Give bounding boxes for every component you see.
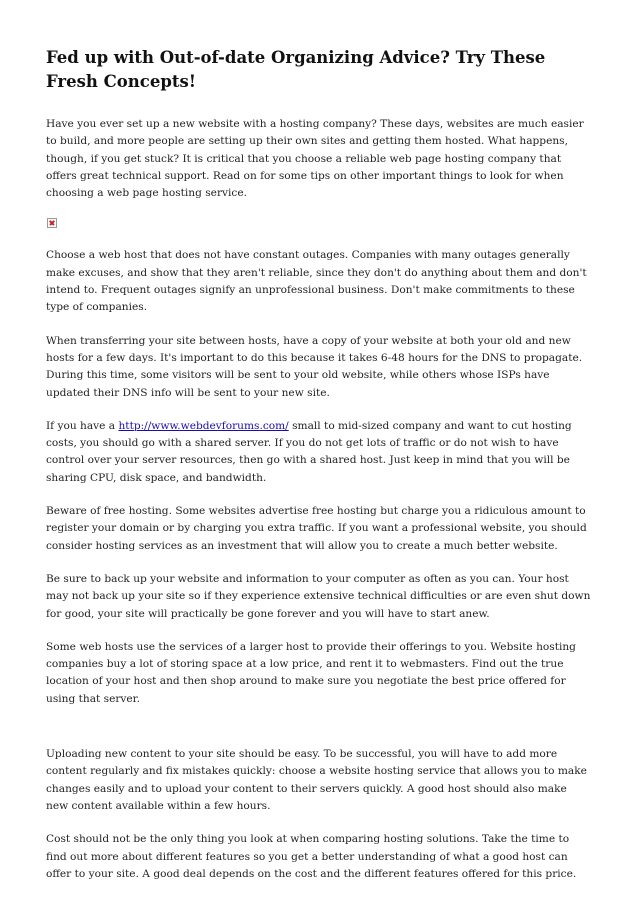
blank-spacer — [46, 724, 592, 746]
paragraph-reseller: Some web hosts use the services of a larger host to provide their offerings to you. Website hosting companies buy a lot of storing space at a low price, and rent it to webmasters. Find out the true location of your host and then shop around to make sure you negotiate the best price offered for using that server. — [46, 640, 576, 705]
page-title: Fed up with Out-of-date Organizing Advice? Try These Fresh Concepts! — [46, 48, 546, 91]
paragraph-text-before-link: If you have a — [46, 419, 119, 432]
paragraph-backup: Be sure to back up your website and information to your computer as often as you can. Your host may not back up your site so if they experience extensive technical difficulties or are even shut down for good, your site will practically be gone forever and you will have to start anew. — [46, 572, 591, 620]
webdevforums-link[interactable]: http://www.webdevforums.com/ — [118, 419, 289, 432]
paragraph-text-after-link: small to mid-sized company and want to cut hosting costs, you should go with a shared server. If you do not get lots of traffic or do not wish to have control over your server resources, then go with a shared host. Just keep in mind that you will be sharing CPU, disk space, and bandwidth. — [46, 419, 572, 484]
paragraph-free-hosting: Beware of free hosting. Some websites advertise free hosting but charge you a ridiculous amount to register your domain or by charging you extra traffic. If you want a professional website, you should consider hosting services as an investment that will allow you to create a much better website. — [46, 505, 587, 552]
paragraph-transfer: When transferring your site between hosts, have a copy of your website at both your old and new hosts for a few days. It's important to do this because it takes 6-48 hours for the DNS to propagate. During this time, some visitors will be sent to your old website, while others whose ISPs have updated their DNS info will be sent to your new site. — [46, 334, 583, 399]
paragraph-intro: Have you ever set up a new website with a hosting company? These days, websites are much easier to build, and more people are setting up their own sites and getting them hosted. What happens, though, if you get stuck? It is critical that you choose a reliable web page hosting company that offers great technical support. Read on for some tips on other important things to look for when choosing a web page hosting service. — [46, 118, 584, 200]
paragraph-shared-server — [46, 418, 592, 487]
paragraph-cost: Cost should not be the only thing you look at when comparing hosting solutions. Take the time to find out more about different features so you get a better understanding of what a good host can offer to your site. A good deal depends on the cost and the different features offered for this price. — [46, 833, 577, 880]
broken-image-icon — [47, 218, 57, 228]
paragraph-uploading: Uploading new content to your site should be easy. To be successful, you will have to add more content regularly and fix mistakes quickly: choose a website hosting service that allows you to make changes easily and to upload your content to their servers quickly. A good host should also make new content available within a few hours. — [46, 748, 587, 812]
paragraph-outages: Choose a web host that does not have constant outages. Companies with many outages generally make excuses, and show that they aren't reliable, since they don't do anything about them and don't intend to. Frequent outages signify an unprofessional business. Don't make commitments to these type of companies. — [46, 249, 587, 314]
